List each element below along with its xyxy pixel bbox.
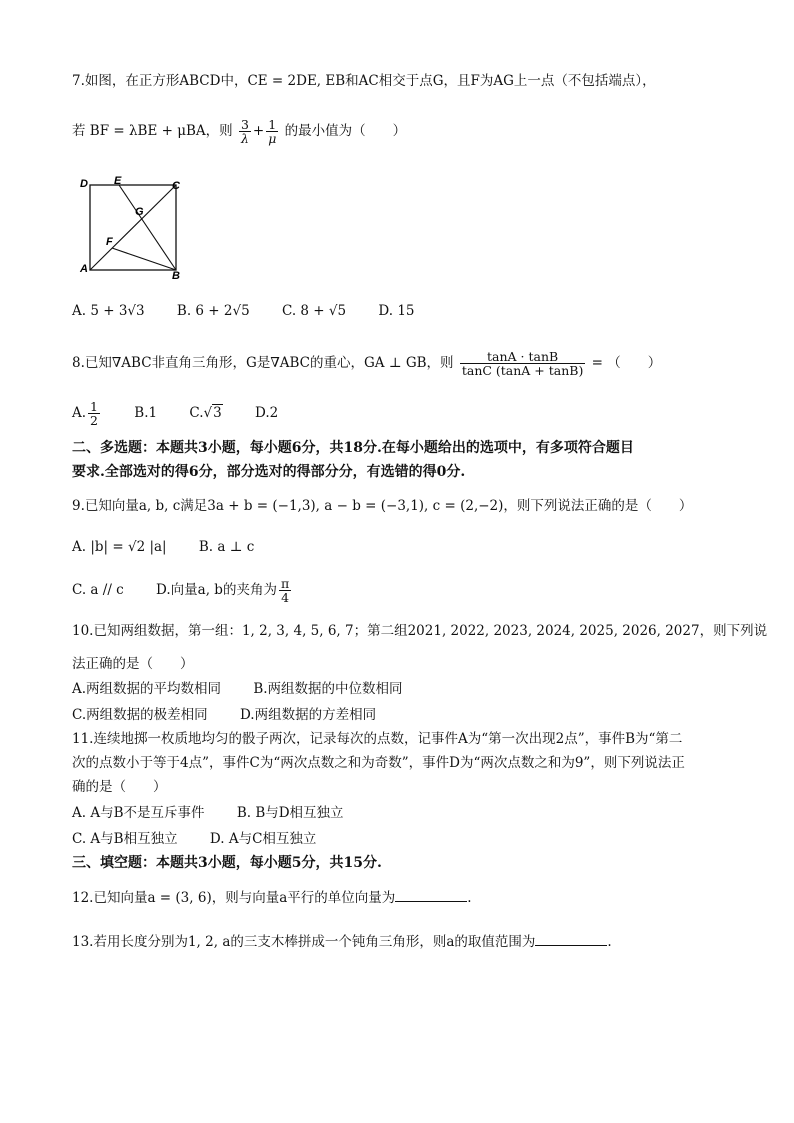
q9-option-d[interactable]: D.向量a, b的夹角为 $\frac{\pi}{4}$ bbox=[156, 576, 290, 605]
q11-options-row1 bbox=[72, 803, 372, 823]
q11-stem-line3: 确的是（ ） bbox=[72, 779, 167, 795]
q9-stem: 9.已知向量a, b, c满足3a + b = (−1,3), a − b = (−3,1), c = (2,−2)，则下列说法正确的是（ ） bbox=[72, 498, 693, 514]
section2-heading-line2: 要求.全部选对的得6分，部分选对的得部分分，有选错的得0分. bbox=[72, 464, 466, 480]
q8-option-a[interactable]: A. $\frac{1}{2}$ bbox=[72, 399, 98, 428]
q7-plus: + bbox=[252, 123, 265, 139]
q11-option-d[interactable]: D. A与C相互独立 bbox=[209, 831, 317, 847]
q7-stem-line1: 7.如图，在正方形ABCD中，CE = 2DE, EB和AC相交于点G，且F为AG上一点（不包括端点）， bbox=[72, 73, 656, 89]
q8-options bbox=[72, 397, 306, 429]
q7-option-c[interactable]: C. 8 + √5 bbox=[281, 303, 347, 319]
q7-condition: 若 BF = λBE + μBA，则 bbox=[72, 123, 233, 139]
q10-option-a[interactable]: A.两组数据的平均数相同 bbox=[72, 681, 222, 697]
label-B: B bbox=[172, 270, 180, 280]
q9-options-row2 bbox=[72, 573, 321, 607]
q10-options-row2 bbox=[72, 705, 404, 725]
q11-option-a[interactable]: A. A与B不是互斥事件 bbox=[72, 805, 205, 821]
q10-stem-line2: 法正确的是（ ） bbox=[72, 656, 194, 672]
q7-options bbox=[72, 301, 443, 321]
q8-question: = （ ） bbox=[591, 355, 662, 371]
q12-answer-blank[interactable] bbox=[395, 887, 467, 902]
q7-square-figure bbox=[74, 175, 186, 280]
label-G: G bbox=[135, 206, 144, 218]
q11-stem-line1: 11.连续地掷一枚质地均匀的骰子两次，记录每次的点数，记事件A为“第一次出现2点”，事件B为“第二 bbox=[72, 731, 683, 747]
q8-expression: $\frac{\tan A \cdot \tan B}{\tan C (\tan A + \tan B)}$ bbox=[461, 349, 584, 378]
q8-option-b[interactable]: B.1 bbox=[134, 405, 158, 421]
q13-answer-blank[interactable] bbox=[535, 931, 607, 946]
q11-options-row2 bbox=[72, 829, 344, 849]
q10-option-d[interactable]: D.两组数据的方差相同 bbox=[239, 707, 377, 723]
q12-stem: 12.已知向量a = (3, 6)，则与向量a平行的单位向量为 . bbox=[72, 887, 472, 908]
label-E: E bbox=[114, 175, 122, 187]
q7-question: 的最小值为（ ） bbox=[284, 123, 407, 139]
q7-stem-line2 bbox=[72, 118, 406, 145]
q7-option-b[interactable]: B. 6 + 2√5 bbox=[176, 303, 250, 319]
section3-heading: 三、填空题：本题共3小题，每小题5分，共15分. bbox=[72, 855, 382, 871]
q8-option-c[interactable]: C.√3 bbox=[189, 405, 222, 421]
q10-option-b[interactable]: B.两组数据的中位数相同 bbox=[253, 681, 403, 697]
q9-option-b[interactable]: B. a ⊥ c bbox=[198, 539, 255, 555]
q9-option-a[interactable]: A. |b| = √2 |a| bbox=[72, 539, 167, 555]
q13-stem: 13.若用长度分别为1, 2, a的三支木棒拼成一个钝角三角形，则a的取值范围为 . bbox=[72, 931, 612, 952]
q10-options-row1 bbox=[72, 679, 431, 699]
q9-option-c[interactable]: C. a // c bbox=[72, 582, 124, 598]
q7-option-a[interactable]: A. 5 + 3√3 bbox=[72, 303, 145, 319]
q11-option-b[interactable]: B. B与D相互独立 bbox=[236, 805, 344, 821]
q10-option-c[interactable]: C.两组数据的极差相同 bbox=[72, 707, 208, 723]
q7-fraction-3-over-lambda: $\frac{3}{\lambda}$ bbox=[240, 117, 249, 146]
q8-stem bbox=[72, 345, 661, 381]
q10-stem-line1: 10.已知两组数据，第一组：1, 2, 3, 4, 5, 6, 7；第二组2021, 2022, 2023, 2024, 2025, 2026, 2027，则下列说 bbox=[72, 623, 768, 639]
label-A: A bbox=[80, 263, 88, 275]
q11-stem-line2: 次的点数小于等于4点”，事件C为“两次点数之和为奇数”，事件D为“两次点数之和为9”，则下列说法正 bbox=[72, 755, 685, 771]
section2-heading-line1: 二、多选题：本题共3小题，每小题6分，共18分.在每小题给出的选项中，有多项符合题目 bbox=[72, 440, 634, 456]
label-F: F bbox=[106, 236, 113, 248]
label-C: C bbox=[172, 180, 180, 192]
q7-option-d[interactable]: D. 15 bbox=[378, 303, 415, 319]
q11-option-c[interactable]: C. A与B相互独立 bbox=[72, 831, 178, 847]
q8-condition: 8.已知∇ABC非直角三角形，G是∇ABC的重心，GA ⊥ GB，则 bbox=[72, 355, 454, 371]
label-D: D bbox=[80, 178, 88, 190]
q8-option-d[interactable]: D.2 bbox=[255, 405, 279, 421]
q9-options-row1 bbox=[72, 537, 282, 557]
q7-fraction-1-over-mu: $\frac{1}{\mu}$ bbox=[268, 117, 277, 146]
